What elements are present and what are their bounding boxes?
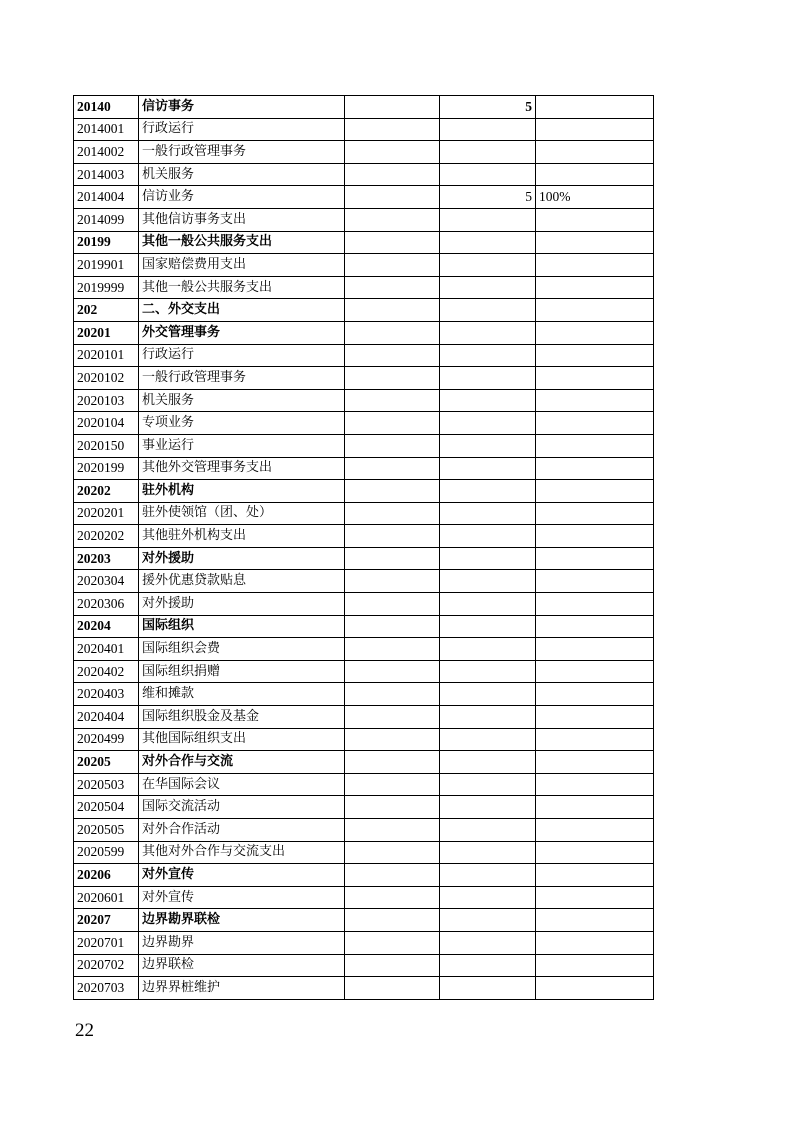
row-percent-cell xyxy=(536,570,654,593)
table-row xyxy=(74,367,654,390)
row-blank-cell xyxy=(345,773,440,796)
row-amount-cell xyxy=(440,615,536,638)
row-percent-cell xyxy=(536,796,654,819)
row-percent-cell xyxy=(536,299,654,322)
row-percent-cell xyxy=(536,118,654,141)
row-name-cell: 对外合作与交流 xyxy=(139,751,345,774)
table-row xyxy=(74,751,654,774)
row-code-cell: 2020104 xyxy=(74,412,139,435)
row-blank-cell xyxy=(345,819,440,842)
row-name-cell: 边界勘界 xyxy=(139,931,345,954)
row-amount-cell xyxy=(440,434,536,457)
row-name-cell: 行政运行 xyxy=(139,344,345,367)
row-blank-cell xyxy=(345,96,440,119)
row-blank-cell xyxy=(345,208,440,231)
table-row xyxy=(74,163,654,186)
table-row xyxy=(74,118,654,141)
row-amount-cell xyxy=(440,547,536,570)
table-row xyxy=(74,186,654,209)
row-blank-cell xyxy=(345,502,440,525)
row-code-cell: 2014099 xyxy=(74,208,139,231)
row-code-cell: 20206 xyxy=(74,864,139,887)
row-percent-cell xyxy=(536,706,654,729)
row-code-cell: 2020401 xyxy=(74,638,139,661)
row-percent-cell xyxy=(536,615,654,638)
row-code-cell: 2020102 xyxy=(74,367,139,390)
row-amount-cell xyxy=(440,231,536,254)
row-amount-cell xyxy=(440,457,536,480)
row-percent-cell xyxy=(536,954,654,977)
row-blank-cell xyxy=(345,412,440,435)
row-code-cell: 2020403 xyxy=(74,683,139,706)
table-row xyxy=(74,389,654,412)
row-name-cell: 国际交流活动 xyxy=(139,796,345,819)
row-code-cell: 2019901 xyxy=(74,254,139,277)
row-blank-cell xyxy=(345,457,440,480)
row-code-cell: 2020103 xyxy=(74,389,139,412)
row-blank-cell xyxy=(345,525,440,548)
table-row xyxy=(74,660,654,683)
row-code-cell: 2020505 xyxy=(74,819,139,842)
row-percent-cell xyxy=(536,864,654,887)
row-blank-cell xyxy=(345,660,440,683)
row-name-cell: 维和摊款 xyxy=(139,683,345,706)
row-code-cell: 20140 xyxy=(74,96,139,119)
row-code-cell: 2014001 xyxy=(74,118,139,141)
row-blank-cell xyxy=(345,751,440,774)
row-code-cell: 2020601 xyxy=(74,886,139,909)
table-row xyxy=(74,841,654,864)
row-amount-cell xyxy=(440,931,536,954)
row-code-cell: 2020503 xyxy=(74,773,139,796)
row-name-cell: 国际组织 xyxy=(139,615,345,638)
row-name-cell: 一般行政管理事务 xyxy=(139,367,345,390)
row-name-cell: 二、外交支出 xyxy=(139,299,345,322)
row-name-cell: 对外合作活动 xyxy=(139,819,345,842)
row-name-cell: 其他国际组织支出 xyxy=(139,728,345,751)
row-name-cell: 边界联检 xyxy=(139,954,345,977)
row-percent-cell xyxy=(536,751,654,774)
row-percent-cell xyxy=(536,480,654,503)
table-row xyxy=(74,593,654,616)
row-percent-cell: 100% xyxy=(536,186,654,209)
row-code-cell: 20207 xyxy=(74,909,139,932)
row-code-cell: 202 xyxy=(74,299,139,322)
row-blank-cell xyxy=(345,977,440,1000)
row-name-cell: 其他一般公共服务支出 xyxy=(139,231,345,254)
row-blank-cell xyxy=(345,344,440,367)
row-blank-cell xyxy=(345,321,440,344)
row-code-cell: 2014003 xyxy=(74,163,139,186)
row-amount-cell xyxy=(440,841,536,864)
row-name-cell: 其他外交管理事务支出 xyxy=(139,457,345,480)
row-percent-cell xyxy=(536,773,654,796)
row-name-cell: 信访事务 xyxy=(139,96,345,119)
row-name-cell: 国家赔偿费用支出 xyxy=(139,254,345,277)
row-amount-cell xyxy=(440,954,536,977)
row-amount-cell xyxy=(440,344,536,367)
row-code-cell: 2020402 xyxy=(74,660,139,683)
row-blank-cell xyxy=(345,389,440,412)
table-row xyxy=(74,502,654,525)
row-code-cell: 2020701 xyxy=(74,931,139,954)
row-amount-cell xyxy=(440,118,536,141)
row-blank-cell xyxy=(345,841,440,864)
row-amount-cell xyxy=(440,751,536,774)
row-percent-cell xyxy=(536,434,654,457)
table-row xyxy=(74,570,654,593)
row-name-cell: 事业运行 xyxy=(139,434,345,457)
row-amount-cell xyxy=(440,728,536,751)
row-percent-cell xyxy=(536,593,654,616)
table-row xyxy=(74,864,654,887)
row-percent-cell xyxy=(536,931,654,954)
row-percent-cell xyxy=(536,977,654,1000)
row-name-cell: 边界勘界联检 xyxy=(139,909,345,932)
row-code-cell: 2020199 xyxy=(74,457,139,480)
table-row xyxy=(74,276,654,299)
table-row xyxy=(74,773,654,796)
page-number: 22 xyxy=(75,1020,94,1041)
row-name-cell: 在华国际会议 xyxy=(139,773,345,796)
table-row xyxy=(74,931,654,954)
row-name-cell: 边界界桩维护 xyxy=(139,977,345,1000)
row-name-cell: 国际组织股金及基金 xyxy=(139,706,345,729)
row-name-cell: 其他一般公共服务支出 xyxy=(139,276,345,299)
row-code-cell: 20203 xyxy=(74,547,139,570)
table-row xyxy=(74,547,654,570)
row-name-cell: 国际组织会费 xyxy=(139,638,345,661)
row-name-cell: 其他对外合作与交流支出 xyxy=(139,841,345,864)
row-amount-cell xyxy=(440,570,536,593)
table-row xyxy=(74,299,654,322)
row-percent-cell xyxy=(536,638,654,661)
row-amount-cell xyxy=(440,163,536,186)
row-blank-cell xyxy=(345,480,440,503)
table-row xyxy=(74,457,654,480)
row-name-cell: 专项业务 xyxy=(139,412,345,435)
row-percent-cell xyxy=(536,660,654,683)
row-name-cell: 对外援助 xyxy=(139,593,345,616)
row-percent-cell xyxy=(536,525,654,548)
row-amount-cell xyxy=(440,638,536,661)
row-percent-cell xyxy=(536,502,654,525)
row-amount-cell xyxy=(440,819,536,842)
row-blank-cell xyxy=(345,163,440,186)
table-row xyxy=(74,683,654,706)
table-row xyxy=(74,525,654,548)
row-percent-cell xyxy=(536,141,654,164)
row-amount-cell xyxy=(440,141,536,164)
row-percent-cell xyxy=(536,321,654,344)
row-percent-cell xyxy=(536,841,654,864)
row-blank-cell xyxy=(345,615,440,638)
row-amount-cell xyxy=(440,299,536,322)
table-row xyxy=(74,909,654,932)
table-row xyxy=(74,819,654,842)
table-row xyxy=(74,706,654,729)
row-name-cell: 一般行政管理事务 xyxy=(139,141,345,164)
row-percent-cell xyxy=(536,276,654,299)
table-row xyxy=(74,141,654,164)
table-row xyxy=(74,796,654,819)
row-amount-cell xyxy=(440,593,536,616)
row-blank-cell xyxy=(345,367,440,390)
row-amount-cell xyxy=(440,412,536,435)
row-blank-cell xyxy=(345,547,440,570)
row-name-cell: 驻外使领馆（团、处） xyxy=(139,502,345,525)
row-blank-cell xyxy=(345,683,440,706)
row-blank-cell xyxy=(345,931,440,954)
table-body xyxy=(74,96,654,1000)
row-code-cell: 2014002 xyxy=(74,141,139,164)
row-code-cell: 2020404 xyxy=(74,706,139,729)
row-code-cell: 2020304 xyxy=(74,570,139,593)
row-code-cell: 2020703 xyxy=(74,977,139,1000)
row-amount-cell xyxy=(440,389,536,412)
table-row xyxy=(74,344,654,367)
row-name-cell: 机关服务 xyxy=(139,389,345,412)
table-row xyxy=(74,638,654,661)
row-name-cell: 外交管理事务 xyxy=(139,321,345,344)
row-amount-cell xyxy=(440,909,536,932)
row-code-cell: 2020499 xyxy=(74,728,139,751)
row-percent-cell xyxy=(536,457,654,480)
table-row xyxy=(74,977,654,1000)
row-name-cell: 援外优惠贷款贴息 xyxy=(139,570,345,593)
row-percent-cell xyxy=(536,909,654,932)
row-name-cell: 机关服务 xyxy=(139,163,345,186)
row-name-cell: 对外宣传 xyxy=(139,864,345,887)
row-percent-cell xyxy=(536,819,654,842)
row-blank-cell xyxy=(345,231,440,254)
table-row xyxy=(74,412,654,435)
row-code-cell: 2020201 xyxy=(74,502,139,525)
row-blank-cell xyxy=(345,864,440,887)
row-blank-cell xyxy=(345,254,440,277)
row-amount-cell xyxy=(440,864,536,887)
row-code-cell: 2019999 xyxy=(74,276,139,299)
row-blank-cell xyxy=(345,118,440,141)
row-amount-cell xyxy=(440,525,536,548)
row-code-cell: 2020101 xyxy=(74,344,139,367)
row-code-cell: 2020202 xyxy=(74,525,139,548)
row-percent-cell xyxy=(536,886,654,909)
row-percent-cell xyxy=(536,389,654,412)
row-code-cell: 20205 xyxy=(74,751,139,774)
row-percent-cell xyxy=(536,254,654,277)
table-row xyxy=(74,208,654,231)
table-row xyxy=(74,321,654,344)
row-percent-cell xyxy=(536,367,654,390)
row-amount-cell xyxy=(440,208,536,231)
row-blank-cell xyxy=(345,796,440,819)
row-blank-cell xyxy=(345,638,440,661)
table-row xyxy=(74,954,654,977)
row-code-cell: 2020150 xyxy=(74,434,139,457)
table-row xyxy=(74,254,654,277)
row-blank-cell xyxy=(345,593,440,616)
row-name-cell: 行政运行 xyxy=(139,118,345,141)
row-blank-cell xyxy=(345,570,440,593)
row-amount-cell: 5 xyxy=(440,186,536,209)
row-blank-cell xyxy=(345,141,440,164)
row-code-cell: 20199 xyxy=(74,231,139,254)
row-amount-cell xyxy=(440,660,536,683)
row-amount-cell xyxy=(440,480,536,503)
row-percent-cell xyxy=(536,547,654,570)
row-code-cell: 20202 xyxy=(74,480,139,503)
row-blank-cell xyxy=(345,909,440,932)
table-row xyxy=(74,96,654,119)
row-blank-cell xyxy=(345,886,440,909)
row-blank-cell xyxy=(345,186,440,209)
row-amount-cell xyxy=(440,886,536,909)
row-code-cell: 2020306 xyxy=(74,593,139,616)
row-blank-cell xyxy=(345,434,440,457)
row-blank-cell xyxy=(345,728,440,751)
table-row xyxy=(74,434,654,457)
row-code-cell: 20204 xyxy=(74,615,139,638)
row-percent-cell xyxy=(536,412,654,435)
row-amount-cell xyxy=(440,683,536,706)
table-row xyxy=(74,886,654,909)
row-name-cell: 信访业务 xyxy=(139,186,345,209)
row-percent-cell xyxy=(536,344,654,367)
table-row xyxy=(74,728,654,751)
row-code-cell: 2014004 xyxy=(74,186,139,209)
row-percent-cell xyxy=(536,163,654,186)
row-code-cell: 2020599 xyxy=(74,841,139,864)
row-amount-cell xyxy=(440,502,536,525)
row-blank-cell xyxy=(345,276,440,299)
row-code-cell: 20201 xyxy=(74,321,139,344)
row-percent-cell xyxy=(536,683,654,706)
row-name-cell: 国际组织捐赠 xyxy=(139,660,345,683)
row-name-cell: 其他信访事务支出 xyxy=(139,208,345,231)
table-row xyxy=(74,231,654,254)
row-blank-cell xyxy=(345,299,440,322)
row-name-cell: 对外宣传 xyxy=(139,886,345,909)
table-row xyxy=(74,480,654,503)
row-code-cell: 2020504 xyxy=(74,796,139,819)
row-amount-cell xyxy=(440,773,536,796)
table-row xyxy=(74,615,654,638)
row-amount-cell xyxy=(440,796,536,819)
row-amount-cell xyxy=(440,254,536,277)
row-amount-cell: 5 xyxy=(440,96,536,119)
row-amount-cell xyxy=(440,367,536,390)
budget-table xyxy=(73,95,654,1000)
row-amount-cell xyxy=(440,276,536,299)
row-amount-cell xyxy=(440,321,536,344)
row-percent-cell xyxy=(536,208,654,231)
row-amount-cell xyxy=(440,706,536,729)
row-name-cell: 驻外机构 xyxy=(139,480,345,503)
row-name-cell: 对外援助 xyxy=(139,547,345,570)
row-name-cell: 其他驻外机构支出 xyxy=(139,525,345,548)
row-amount-cell xyxy=(440,977,536,1000)
row-blank-cell xyxy=(345,954,440,977)
row-percent-cell xyxy=(536,96,654,119)
row-code-cell: 2020702 xyxy=(74,954,139,977)
row-blank-cell xyxy=(345,706,440,729)
row-percent-cell xyxy=(536,728,654,751)
row-percent-cell xyxy=(536,231,654,254)
